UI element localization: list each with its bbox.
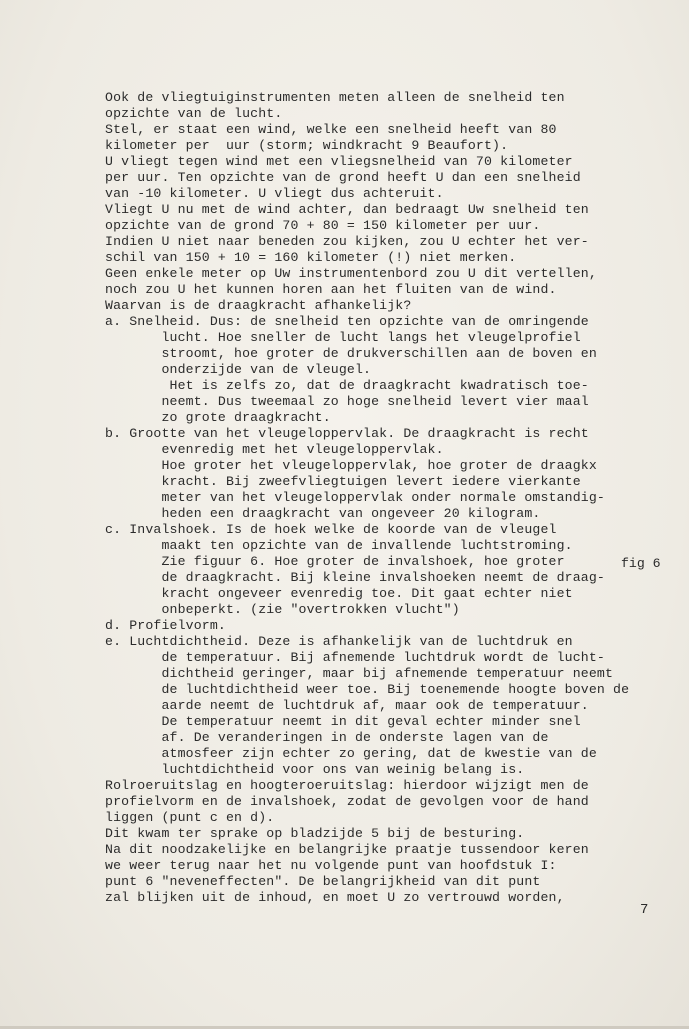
text-line: punt 6 "neveneffecten". De belangrijkheid van dit punt — [105, 874, 541, 889]
text-line: Na dit noodzakelijke en belangrijke praatje tussendoor keren — [105, 842, 589, 857]
text-line: de luchtdichtheid weer toe. Bij toenemende hoogte boven de — [105, 682, 630, 697]
text-line: profielvorm en de invalshoek, zodat de gevolgen voor de hand — [105, 794, 589, 809]
text-line: liggen (punt c en d). — [105, 810, 275, 825]
text-line: neemt. Dus tweemaal zo hoge snelheid levert vier maal — [105, 394, 589, 409]
text-line: Hoe groter het vleugeloppervlak, hoe groter de draagkx — [105, 458, 597, 473]
text-line: U vliegt tegen wind met een vliegsnelheid van 70 kilometer — [105, 154, 573, 169]
text-line: d. Profielvorm. — [105, 618, 226, 633]
text-line: Indien U niet naar beneden zou kijken, zou U echter het ver- — [105, 234, 589, 249]
text-line: af. De veranderingen in de onderste lagen van de — [105, 730, 549, 745]
text-line: onbeperkt. (zie "overtrokken vlucht") — [105, 602, 460, 617]
text-line: noch zou U het kunnen horen aan het fluiten van de wind. — [105, 282, 557, 297]
text-line: aarde neemt de luchtdruk af, maar ook de temperatuur. — [105, 698, 589, 713]
text-line: maakt ten opzichte van de invallende luchtstroming. — [105, 538, 573, 553]
text-line: per uur. Ten opzichte van de grond heeft U dan een snelheid — [105, 170, 581, 185]
text-line: stroomt, hoe groter de drukverschillen aan de boven en — [105, 346, 597, 361]
text-line: schil van 150 + 10 = 160 kilometer (!) niet merken. — [105, 250, 517, 265]
text-line: lucht. Hoe sneller de lucht langs het vleugelprofiel — [105, 330, 581, 345]
page-number: 7 — [640, 902, 649, 918]
text-line: Rolroeruitslag en hoogteroeruitslag: hierdoor wijzigt men de — [105, 778, 589, 793]
text-line: Dit kwam ter sprake op bladzijde 5 bij de besturing. — [105, 826, 525, 841]
text-line: e. Luchtdichtheid. Deze is afhankelijk van de luchtdruk en — [105, 634, 573, 649]
text-line: a. Snelheid. Dus: de snelheid ten opzichte van de omringende — [105, 314, 589, 329]
text-line: dichtheid geringer, maar bij afnemende temperatuur neemt — [105, 666, 614, 681]
typewritten-text — [105, 90, 629, 906]
text-line: b. Grootte van het vleugeloppervlak. De draagkracht is recht — [105, 426, 589, 441]
text-line: De temperatuur neemt in dit geval echter minder snel — [105, 714, 581, 729]
text-line: kracht ongeveer evenredig toe. Dit gaat echter niet — [105, 586, 573, 601]
text-line: meter van het vleugeloppervlak onder normale omstandig- — [105, 490, 605, 505]
text-line: opzichte van de lucht. — [105, 106, 283, 121]
text-line: kilometer per uur (storm; windkracht 9 Beaufort). — [105, 138, 509, 153]
text-line: evenredig met het vleugeloppervlak. — [105, 442, 444, 457]
text-line: zo grote draagkracht. — [105, 410, 331, 425]
text-line: van -10 kilometer. U vliegt dus achteruit. — [105, 186, 444, 201]
text-line: de temperatuur. Bij afnemende luchtdruk wordt de lucht- — [105, 650, 605, 665]
text-line: Geen enkele meter op Uw instrumentenbord zou U dit vertellen, — [105, 266, 597, 281]
text-line: we weer terug naar het nu volgende punt van hoofdstuk I: — [105, 858, 557, 873]
text-line: Stel, er staat een wind, welke een snelheid heeft van 80 — [105, 122, 557, 137]
text-line: luchtdichtheid voor ons van weinig belang is. — [105, 762, 525, 777]
text-line: Waarvan is de draagkracht afhankelijk? — [105, 298, 412, 313]
text-line: heden een draagkracht van ongeveer 20 kilogram. — [105, 506, 541, 521]
text-line: Zie figuur 6. Hoe groter de invalshoek, hoe groter — [105, 554, 565, 569]
text-line: opzichte van de grond 70 + 80 = 150 kilometer per uur. — [105, 218, 541, 233]
margin-note-figure: fig 6 — [621, 556, 661, 571]
text-line: Het is zelfs zo, dat de draagkracht kwadratisch toe- — [105, 378, 589, 393]
text-line: atmosfeer zijn echter zo gering, dat de kwestie van de — [105, 746, 597, 761]
text-line: Ook de vliegtuiginstrumenten meten alleen de snelheid ten — [105, 90, 565, 105]
text-line: c. Invalshoek. Is de hoek welke de koorde van de vleugel — [105, 522, 557, 537]
text-line: de draagkracht. Bij kleine invalshoeken neemt de draag- — [105, 570, 605, 585]
text-line: onderzijde van de vleugel. — [105, 362, 372, 377]
text-line: kracht. Bij zweefvliegtuigen levert iedere vierkante — [105, 474, 581, 489]
text-line: Vliegt U nu met de wind achter, dan bedraagt Uw snelheid ten — [105, 202, 589, 217]
text-line: zal blijken uit de inhoud, en moet U zo vertrouwd worden, — [105, 890, 565, 905]
